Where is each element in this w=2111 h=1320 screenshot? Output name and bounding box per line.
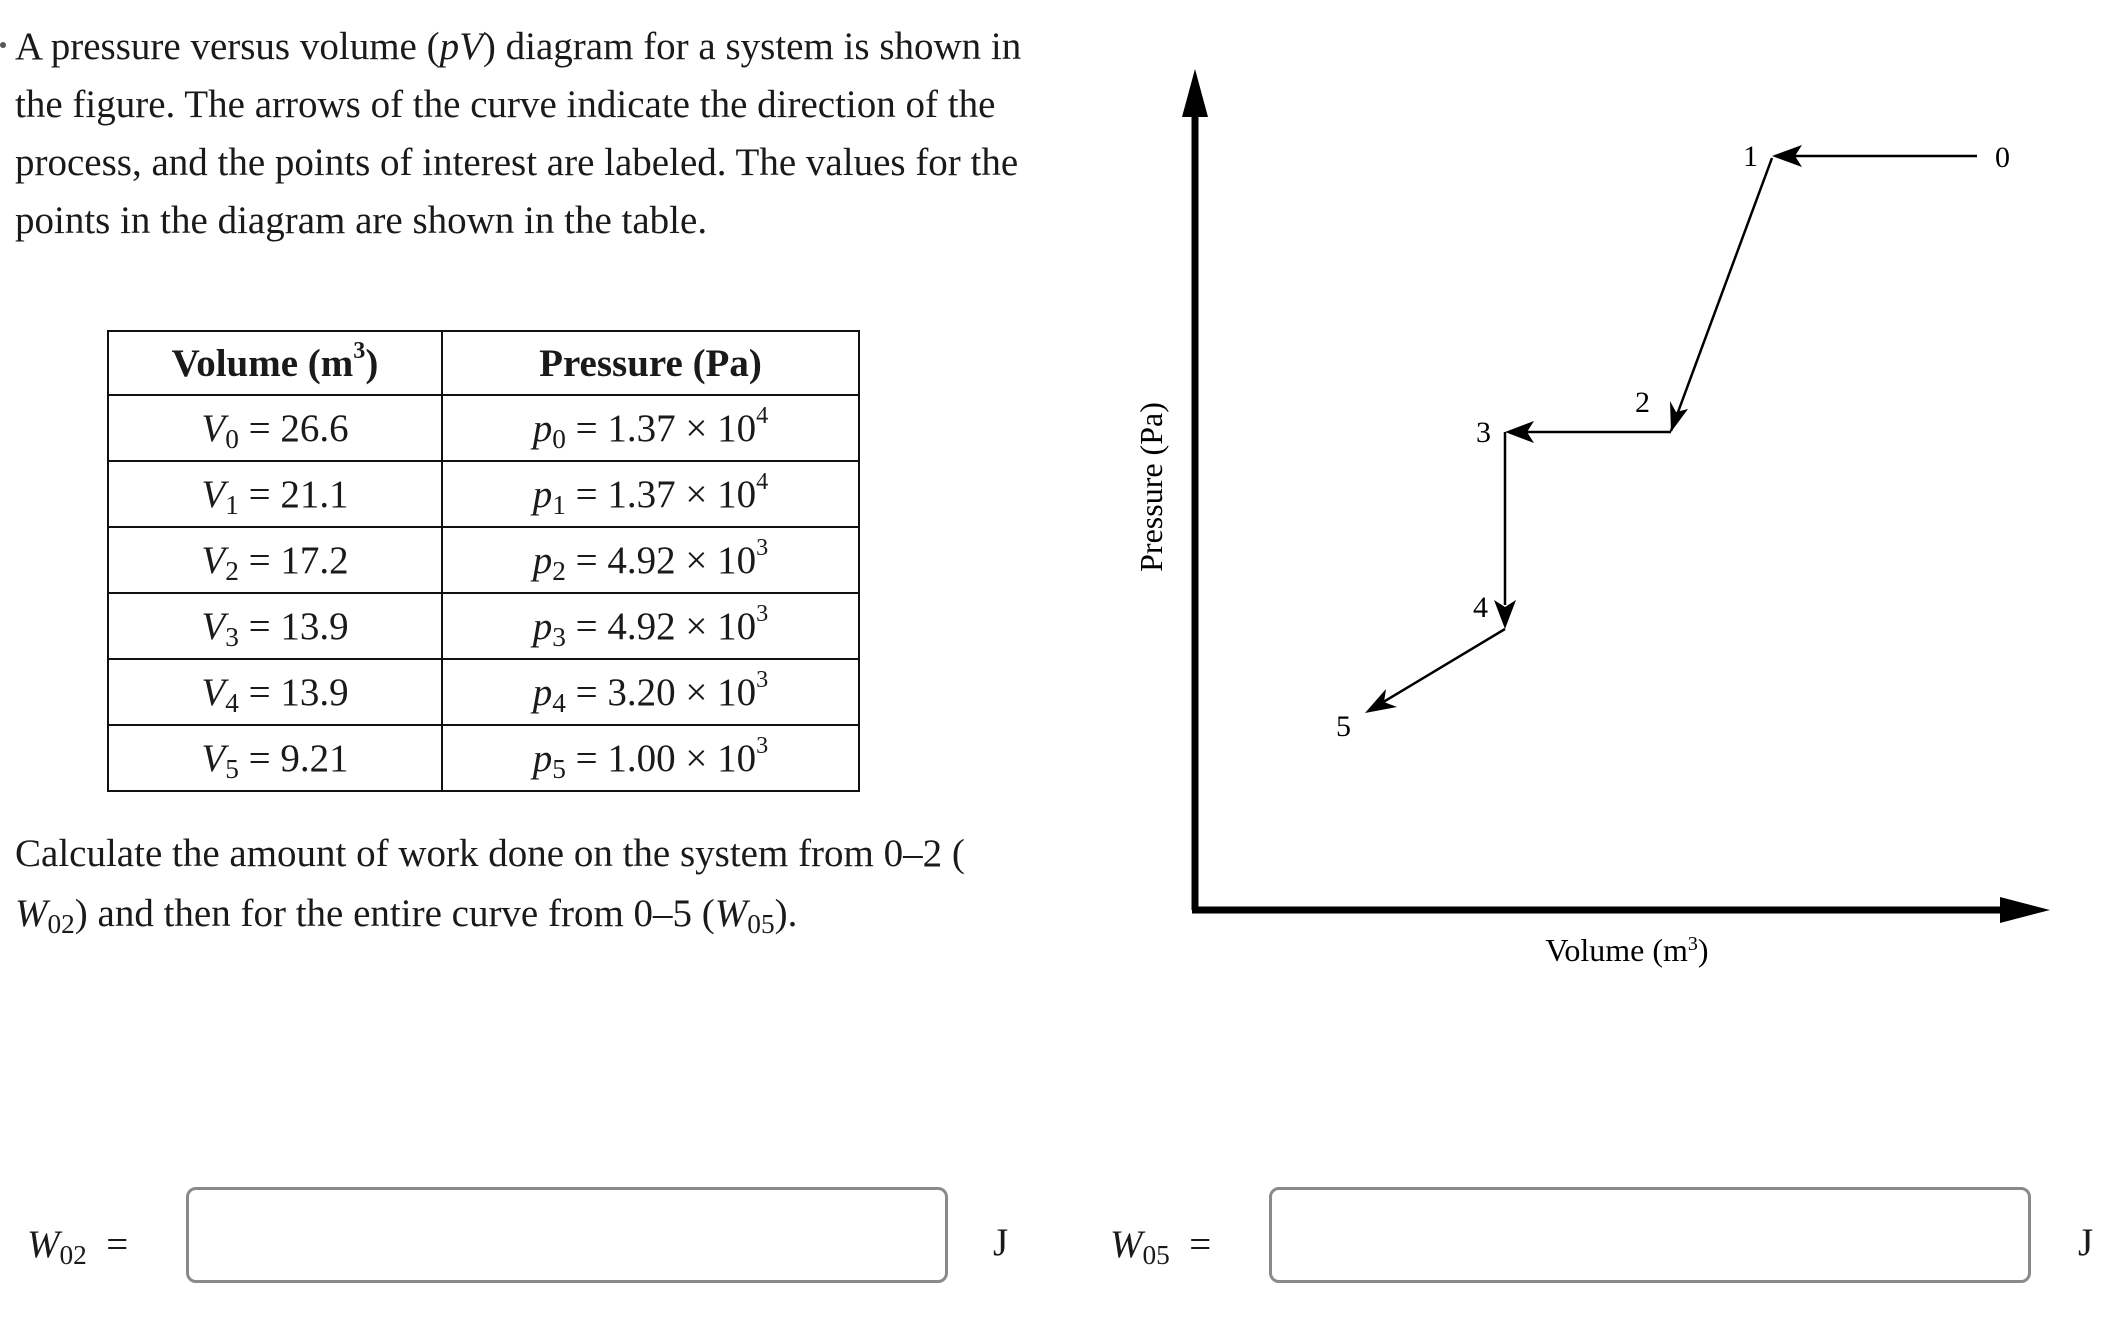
volume-cell: $V_5 = 9.21$ bbox=[108, 725, 442, 791]
pressure-cell: $p_2 = 4.92 \times 10^3$ bbox=[442, 527, 859, 593]
y-axis-arrowhead bbox=[1182, 69, 1208, 117]
table-row bbox=[108, 527, 859, 593]
w05-label: $W_{05}$ = bbox=[1110, 1223, 1212, 1270]
table-row bbox=[108, 395, 859, 461]
x-axis-label: Volume $(m^3)$ bbox=[1545, 932, 1709, 968]
point-label-0: 0 bbox=[1995, 141, 2010, 174]
y-axis-label: Pressure (Pa) bbox=[1133, 402, 1169, 572]
volume-cell: $V_4 = 13.9$ bbox=[108, 659, 442, 725]
bullet-marker bbox=[0, 42, 6, 48]
table-row bbox=[108, 461, 859, 527]
w05-input[interactable] bbox=[1269, 1187, 2031, 1283]
pv-diagram bbox=[1090, 55, 2060, 975]
table-row bbox=[108, 593, 859, 659]
arrowhead-at-5 bbox=[1365, 689, 1397, 713]
pv-values-table bbox=[107, 330, 860, 792]
point-label-4: 4 bbox=[1473, 591, 1488, 624]
table-row bbox=[108, 659, 859, 725]
w02-unit: J bbox=[993, 1221, 1009, 1264]
x-axis-arrowhead bbox=[2000, 897, 2050, 923]
volume-cell: $V_2 = 17.2$ bbox=[108, 527, 442, 593]
segment-4-5 bbox=[1370, 629, 1505, 710]
w02-label: $W_{02}$ = bbox=[27, 1223, 129, 1270]
point-label-2: 2 bbox=[1635, 386, 1650, 419]
volume-cell: $V_3 = 13.9$ bbox=[108, 593, 442, 659]
table-body bbox=[108, 395, 859, 791]
point-labels bbox=[1336, 140, 2010, 743]
pressure-cell: $p_4 = 3.20 \times 10^3$ bbox=[442, 659, 859, 725]
volume-cell: $V_1 = 21.1$ bbox=[108, 461, 442, 527]
pressure-cell: $p_3 = 4.92 \times 10^3$ bbox=[442, 593, 859, 659]
volume-cell: $V_0 = 26.6$ bbox=[108, 395, 442, 461]
w02-input[interactable] bbox=[186, 1187, 948, 1283]
table-header-row bbox=[108, 331, 859, 395]
direction-arrows bbox=[1365, 145, 1802, 713]
question-text: Calculate the amount of work done on the system from 0–2 ( $W_{02}$) and then for the entire curve from 0–5 $(W_{05})$. bbox=[15, 832, 965, 939]
pressure-cell: $p_5 = 1.00 \times 10^3$ bbox=[442, 725, 859, 791]
w05-unit: J bbox=[2078, 1221, 2094, 1264]
point-label-1: 1 bbox=[1743, 140, 1758, 173]
process-path bbox=[1370, 156, 1977, 710]
volume-column-header: Volume $(m^3)$ bbox=[108, 331, 442, 395]
pressure-cell: $p_1 = 1.37 \times 10^4$ bbox=[442, 461, 859, 527]
pressure-cell: $p_0 = 1.37 \times 10^4$ bbox=[442, 395, 859, 461]
point-label-5: 5 bbox=[1336, 710, 1351, 743]
pressure-column-header: Pressure (Pa) bbox=[442, 331, 859, 395]
arrowhead-at-2 bbox=[1670, 401, 1688, 432]
table-row bbox=[108, 725, 859, 791]
segment-1-2 bbox=[1671, 158, 1772, 431]
problem-intro: A pressure versus volume (pV) diagram for a system is shown in the figure. The arrows of the curve indicate the direction of the process, and the points of interest are labeled. The values for the points in the diagram are shown in the table. bbox=[15, 25, 1022, 242]
point-label-3: 3 bbox=[1476, 416, 1491, 449]
